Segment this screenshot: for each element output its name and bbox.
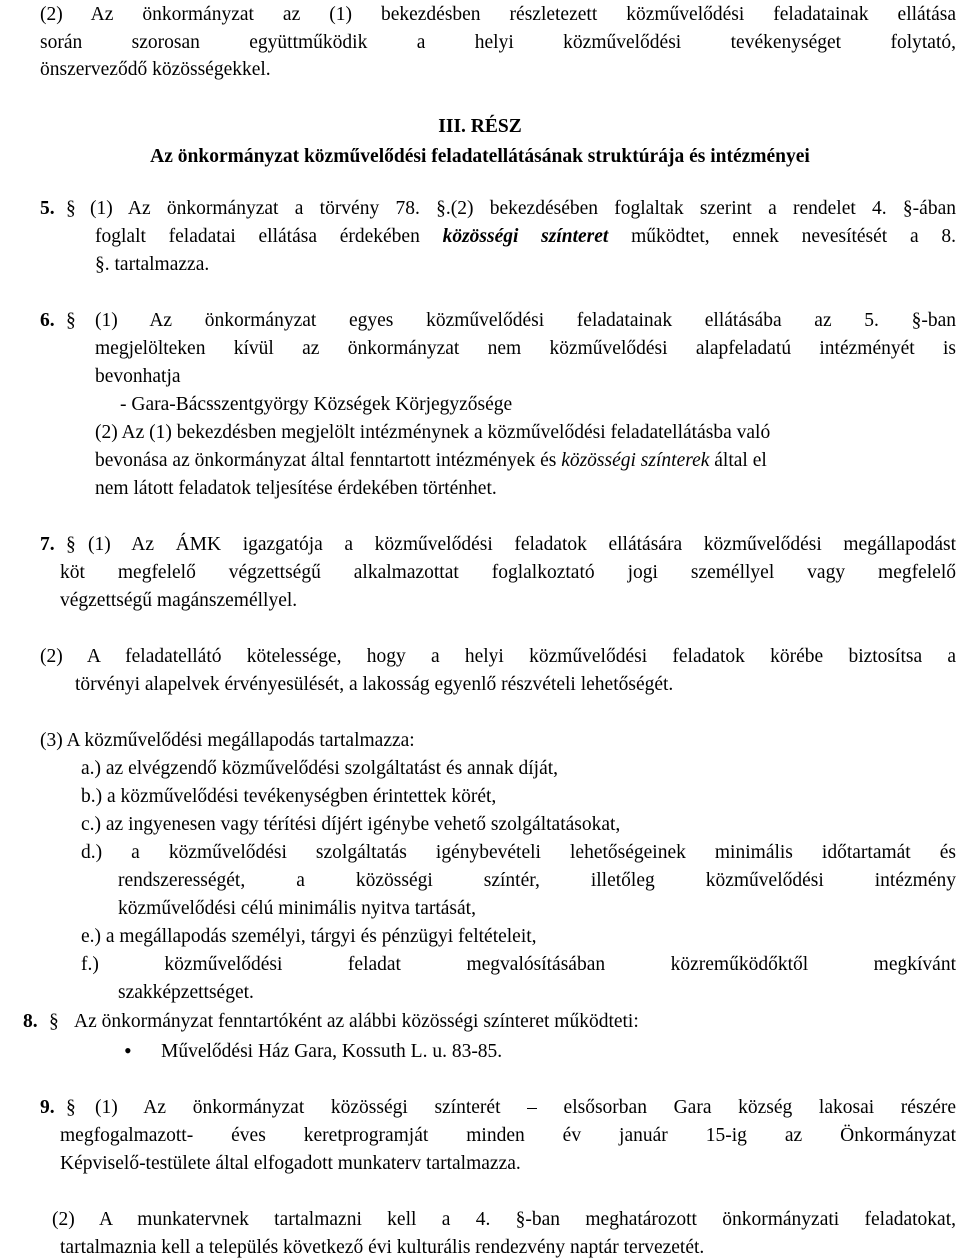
emphasis-text: közösségi színterek bbox=[561, 450, 710, 471]
section-6-line-7: nem látott feladatok teljesítése érdekében történhet. bbox=[95, 478, 497, 499]
section-7-p2-line-1: (2) A feladatellátó kötelessége, hogy a helyi közművelődési feladatok körébe biztosítsa a bbox=[40, 646, 956, 667]
section-7-p3: (3) A közművelődési megállapodás tartalmazza: bbox=[40, 730, 415, 751]
section-6-line-1: (1) Az önkormányzat egyes közművelődési feladatainak ellátásába az 5. §-ban bbox=[95, 310, 956, 331]
part-subheading: Az önkormányzat közművelődési feladatellátásának struktúrája és intézményei bbox=[150, 146, 810, 167]
section-5-line-1: (1) Az önkormányzat a törvény 78. §.(2) bekezdésében foglaltak szerint a rendelet 4. §-ában bbox=[90, 198, 956, 219]
paragraph-line: során szorosan együttműködik a helyi közművelődési tevékenységet folytató, bbox=[40, 32, 956, 53]
section-9-p2-line-1: (2) A munkatervnek tartalmazni kell a 4. §-ban meghatározott önkormányzati feladatokat, bbox=[52, 1209, 956, 1230]
section-6-line-2: megjelölteken kívül az önkormányzat nem közművelődési alapfeladatú intézményét is bbox=[95, 338, 956, 359]
list-item-d-line-3: közművelődési célú minimális nyitva tartását, bbox=[118, 898, 476, 919]
list-item-f-line-1: f.) közművelődési feladat megvalósításában közreműködőktől megkívánt bbox=[81, 954, 956, 975]
section-number: 7. bbox=[40, 534, 55, 555]
section-8-line-1: Az önkormányzat fenntartóként az alábbi közösségi színteret működteti: bbox=[74, 1011, 639, 1032]
section-6-line-5: (2) Az (1) bekezdésben megjelölt intézménynek a közművelődési feladatellátásba való bbox=[95, 422, 771, 443]
section-9-line-1: (1) Az önkormányzat közösségi színterét – elsősorban Gara község lakosai részére bbox=[95, 1097, 956, 1118]
bullet-item: Művelődési Ház Gara, Kossuth L. u. 83-85. bbox=[161, 1041, 503, 1062]
section-6-line-6: bevonása az önkormányzat által fenntartott intézmények és közösségi színterek által el bbox=[95, 450, 767, 471]
section-6-line-4: - Gara-Bácsszentgyörgy Községek Körjegyzősége bbox=[120, 394, 513, 415]
list-item-d-line-2: rendszerességét, a közösségi színtér, illetőleg közművelődési intézmény bbox=[118, 870, 956, 891]
section-number: 5. bbox=[40, 198, 55, 219]
paragraph-line: önszerveződő közösségekkel. bbox=[40, 59, 271, 80]
paragraph-line: (2) Az önkormányzat az (1) bekezdésben részletezett közművelődési feladatainak ellátása bbox=[40, 4, 956, 25]
list-item-c: c.) az ingyenesen vagy térítési díjért igénybe vehető szolgáltatásokat, bbox=[81, 814, 621, 835]
section-symbol: § bbox=[66, 534, 76, 555]
section-9-p2-line-2: tartalmaznia kell a település következő évi kulturális rendezvény naptár tervezetét. bbox=[60, 1237, 705, 1258]
section-7-p2-line-2: törvényi alapelvek érvényesülését, a lakosság egyenlő részvételi lehetőségét. bbox=[75, 674, 674, 695]
section-7-line-2: köt megfelelő végzettségű alkalmazottat foglalkoztató jogi személlyel vagy megfelelő bbox=[60, 562, 956, 583]
list-item-f-line-2: szakképzettséget. bbox=[118, 982, 254, 1003]
section-number: 6. bbox=[40, 310, 55, 331]
section-symbol: § bbox=[66, 198, 76, 219]
emphasis-text: közösségi színteret bbox=[442, 226, 609, 247]
section-symbol: § bbox=[66, 1097, 76, 1118]
part-heading: III. RÉSZ bbox=[438, 116, 522, 137]
list-item-e: e.) a megállapodás személyi, tárgyi és pénzügyi feltételeit, bbox=[81, 926, 537, 947]
section-5-line-2: foglalt feladatai ellátása érdekében közösségi színteret működtet, ennek nevesítését a 8. bbox=[95, 226, 956, 247]
section-7-line-3: végzettségű magánszeméllyel. bbox=[60, 590, 298, 611]
section-9-line-2: megfogalmazott- éves keretprogramját minden év január 15-ig az Önkormányzat bbox=[60, 1125, 956, 1146]
section-symbol: § bbox=[66, 310, 76, 331]
list-item-d-line-1: d.) a közművelődési szolgáltatás igénybevételi lehetőségeinek minimális időtartamát és bbox=[81, 842, 956, 863]
section-number: 9. bbox=[40, 1097, 55, 1118]
bullet-icon: • bbox=[124, 1038, 132, 1063]
section-symbol: § bbox=[49, 1011, 59, 1032]
section-5-line-3: §. tartalmazza. bbox=[95, 254, 210, 275]
list-item-b: b.) a közművelődési tevékenységben érintettek körét, bbox=[81, 786, 497, 807]
list-item-a: a.) az elvégzendő közművelődési szolgáltatást és annak díját, bbox=[81, 758, 559, 779]
section-number: 8. bbox=[23, 1011, 38, 1032]
section-9-line-3: Képviselő-testülete által elfogadott munkaterv tartalmazza. bbox=[60, 1153, 521, 1174]
section-7-line-1: (1) Az ÁMK igazgatója a közművelődési feladatok ellátására közművelődési megállapodást bbox=[88, 534, 956, 555]
section-6-line-3: bevonhatja bbox=[95, 366, 181, 387]
